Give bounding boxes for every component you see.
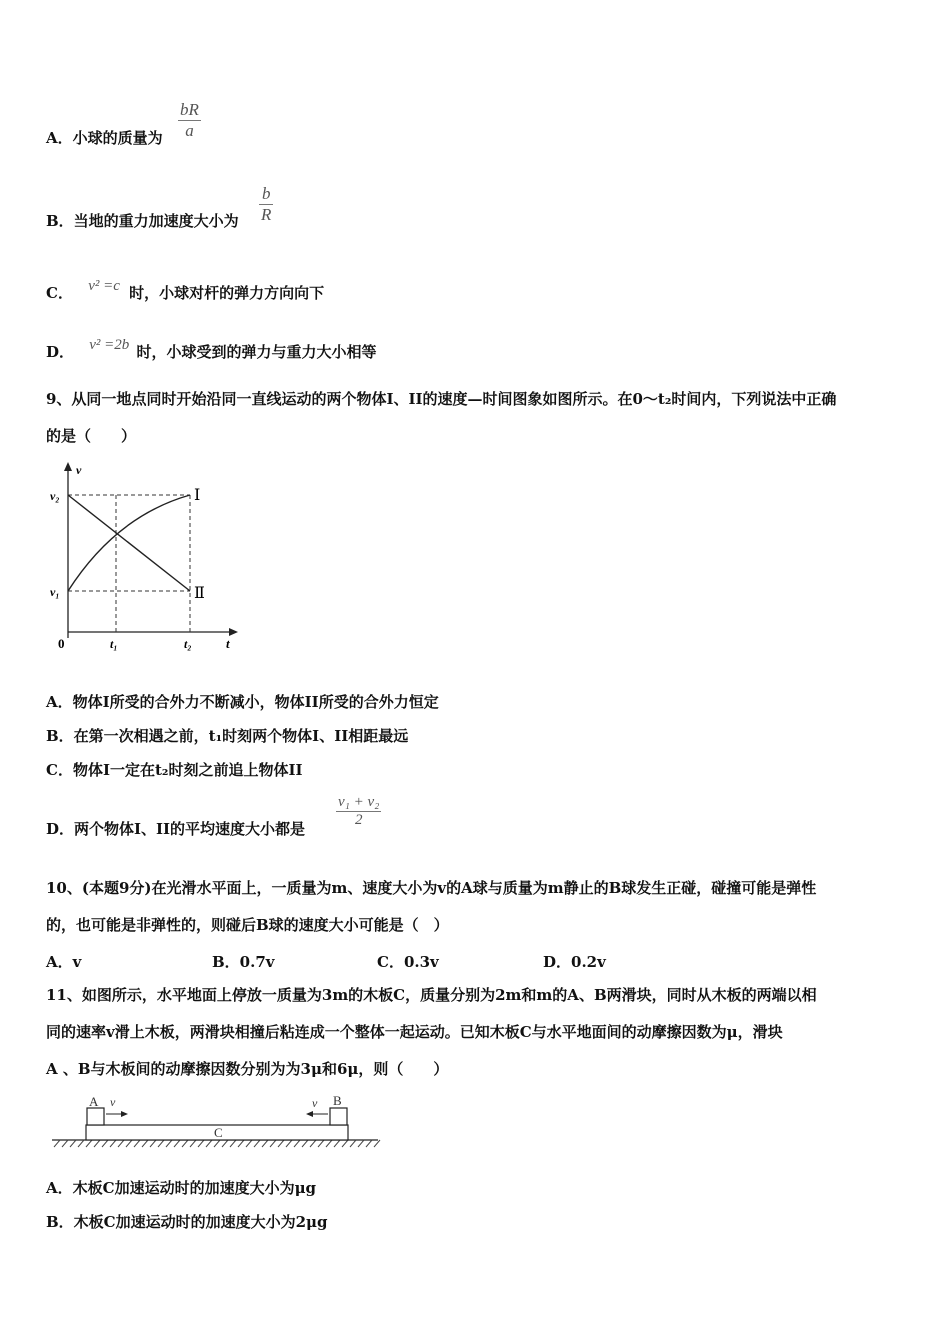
block-a [87,1108,104,1125]
velocity-a-arrowhead [121,1111,128,1117]
fraction-numerator: bR [180,100,199,119]
q8-option-b-fraction [259,184,273,225]
q11-option-a: A．木板C加速运动时的加速度大小为μg [46,1179,317,1197]
q8-option-c-formula: v² =c [88,278,120,294]
velocity-b-arrowhead [306,1111,313,1117]
ground-hatch [54,1140,380,1147]
q8-option-c [46,278,325,304]
fraction-numerator: b [261,184,271,203]
q8-option-a-text: A．小球的质量为 [46,129,163,147]
q8-option-d-label: D． [46,343,75,361]
q10-option-a: A．v [46,953,82,971]
q10-stem-line1: 10、(本题9分)在光滑水平面上，一质量为m、速度大小为v的A球与质量为m静止的B球发生正碰，碰撞可能是弹性 [46,879,817,897]
origin-label: 0 [58,636,65,651]
line-2 [68,495,190,591]
block-b [330,1108,347,1125]
fraction-numerator: v₁ + v₂ [338,794,380,810]
q10-option-c: C．0.3v [377,953,439,971]
q9-option-c: C．物体I一定在t₂时刻之前追上物体II [46,761,303,779]
q8-option-d-formula: v² =2b [89,337,130,353]
q8-option-a [46,128,163,148]
fraction-denominator: R [261,205,272,224]
curve-1-label: Ⅰ [194,487,201,504]
q11-stem-line3: A 、B与木板间的动摩擦因数分别为为3μ和6μ，则（ ） [46,1060,449,1078]
board-c-label: C [214,1125,223,1140]
t1-label: t₁ [110,637,118,651]
q10-option-d: D．0.2v [543,953,606,971]
q11-board-figure [50,1090,382,1152]
q8-option-d [46,337,377,363]
fraction-denominator: 2 [354,812,363,828]
q8-option-a-fraction [178,100,201,141]
curve-2-label: Ⅱ [194,585,205,602]
q10-stem-line2: 的，也可能是非弹性的，则碰后B球的速度大小可能是（ ） [46,916,449,934]
q8-option-d-text: 时，小球受到的弹力与重力大小相等 [136,343,377,361]
fraction-denominator: a [185,121,194,140]
velocity-b-label: v [312,1096,318,1110]
q8-option-b-text: B．当地的重力加速度大小为 [46,212,239,230]
q11-stem-line1: 11、如图所示，水平地面上停放一质量为3m的木板C，质量分别为2m和m的A、B两滑块，同时从木板的两端以相 [46,986,817,1004]
q9-stem-line2: 的是（ ） [46,427,137,445]
q9-option-d-text: D．两个物体I、II的平均速度大小都是 [46,820,306,838]
x-axis-label: t [226,636,230,651]
q10-option-b: B．0.7v [212,953,275,971]
block-b-label: B [333,1093,342,1108]
q9-vt-graph [40,458,250,658]
x-axis-arrow [229,628,238,636]
y-axis-label: v [76,463,82,477]
q9-option-d-fraction [336,794,381,829]
q9-option-a: A．物体I所受的合外力不断减小，物体II所受的合外力恒定 [46,693,439,711]
t2-label: t₂ [184,637,192,651]
q9-option-d [46,819,305,839]
block-a-label: A [89,1094,99,1109]
y-axis-arrow [64,462,72,471]
q8-option-b [46,211,239,231]
q9-option-b: B．在第一次相遇之前，t₁时刻两个物体I、II相距最远 [46,727,409,745]
velocity-a-label: v [110,1095,116,1109]
q11-option-b: B．木板C加速运动时的加速度大小为2μg [46,1213,328,1231]
q9-stem-line1: 9、从同一地点同时开始沿同一直线运动的两个物体I、II的速度—时间图象如图所示。在0～t₂时间内，下列说法中正确 [46,390,837,408]
q11-stem-line2: 同的速率v滑上木板，两滑块相撞后粘连成一个整体一起运动。已知木板C与水平地面间的动摩擦因数为μ，滑块 [46,1023,783,1041]
q8-option-c-text: 时，小球对杆的弹力方向向下 [129,284,325,302]
q8-option-c-label: C． [46,284,73,302]
v2-label: v₂ [50,489,60,503]
v1-label: v₁ [50,585,60,599]
